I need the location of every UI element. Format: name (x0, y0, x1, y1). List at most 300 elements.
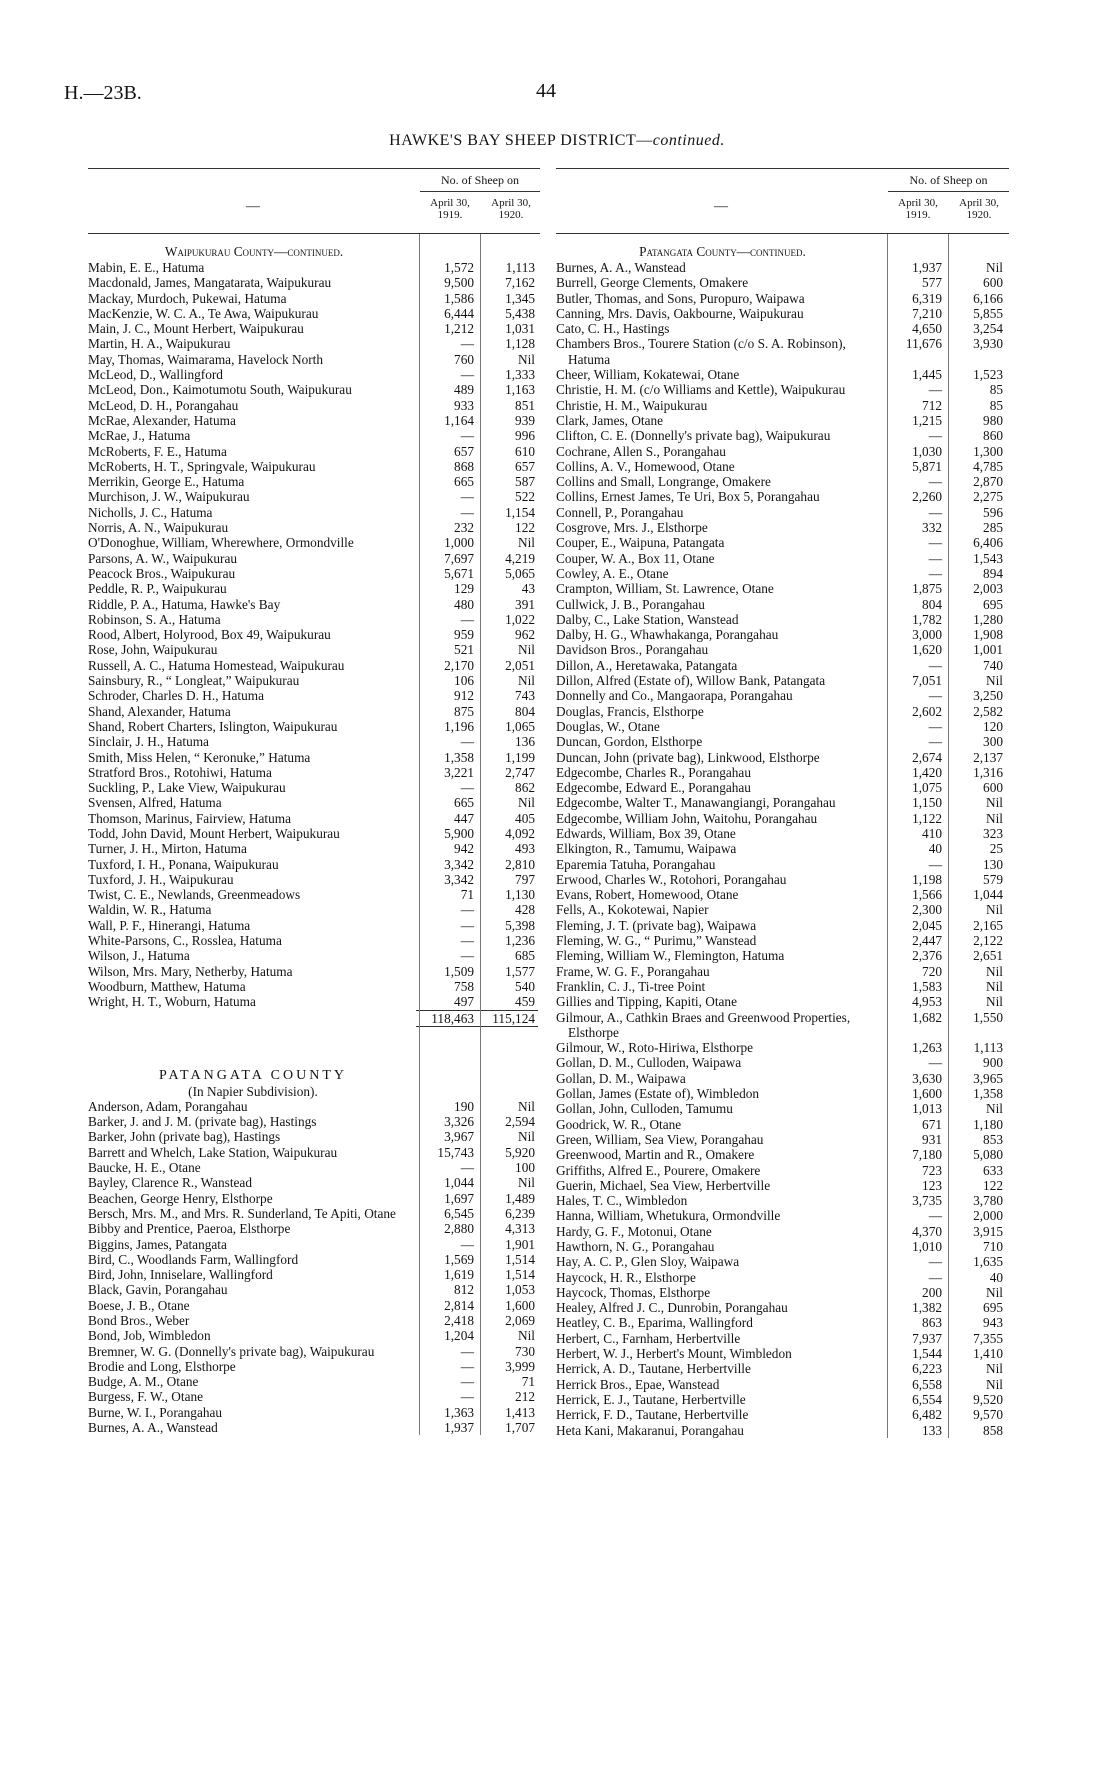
sheep-1919: 200 (922, 1284, 942, 1300)
sheep-1919: — (928, 1254, 942, 1270)
sheep-1919: 6,482 (912, 1407, 942, 1423)
sheep-1919: 3,735 (912, 1193, 942, 1209)
page-number: 44 (536, 80, 556, 102)
owner-name: Baucke, H. E., Otane (88, 1160, 201, 1176)
sheep-1920: 1,031 (505, 321, 535, 337)
sheep-1920: 122 (983, 1177, 1003, 1193)
table-row (556, 535, 1009, 550)
owner-name: Erwood, Charles W., Rotohori, Porangahau (556, 871, 787, 887)
table-row (556, 750, 1009, 765)
sheep-1920: 860 (983, 428, 1003, 444)
sheep-1920: 6,166 (973, 290, 1003, 306)
table-row (88, 581, 540, 596)
sheep-1919: 1,682 (912, 1009, 942, 1025)
owner-name: Bird, C., Woodlands Farm, Wallingford (88, 1251, 299, 1267)
owner-name: Wilson, Mrs. Mary, Netherby, Hatuma (88, 963, 293, 979)
owner-name: Herrick, A. D., Tautane, Herbertville (556, 1361, 751, 1377)
sheep-1919: — (460, 1374, 474, 1390)
sheep-1920: 3,915 (973, 1223, 1003, 1239)
owner-name: Herbert, C., Farnham, Herbertville (556, 1330, 741, 1346)
sheep-1919: 133 (922, 1422, 942, 1438)
section-heading: Waipukurau County—continued. (164, 244, 344, 259)
sheep-1920: 522 (515, 489, 535, 505)
sheep-1920: 853 (983, 1131, 1003, 1147)
owner-name: Haycock, Thomas, Elsthorpe (556, 1284, 711, 1300)
sheep-1919: 2,880 (444, 1221, 474, 1237)
sheep-1919: 933 (454, 397, 474, 413)
sheep-1920: Nil (986, 1361, 1003, 1377)
table-row (556, 612, 1009, 627)
owner-name: Burgess, F. W., Otane (88, 1389, 204, 1405)
owner-name: Hardy, G. F., Motonui, Otane (556, 1223, 712, 1239)
sheep-1920: 1,113 (973, 1040, 1003, 1056)
table-row (556, 887, 1009, 902)
owner-name: Bibby and Prentice, Paeroa, Elsthorpe (88, 1221, 291, 1237)
sheep-1920: 1,550 (973, 1009, 1003, 1025)
table-row (556, 444, 1009, 459)
owner-name: Couper, E., Waipuna, Patangata (556, 535, 725, 551)
sheep-1919: 931 (922, 1131, 942, 1147)
table-row (88, 352, 540, 367)
owner-name: Herrick Bros., Epae, Wanstead (556, 1376, 720, 1392)
sheep-1920: 1,333 (505, 367, 535, 383)
sheep-1919: 1,619 (444, 1267, 474, 1283)
owner-name: Goodrick, W. R., Otane (556, 1116, 682, 1132)
owner-name: Cheer, William, Kokatewai, Otane (556, 367, 740, 383)
owner-name: Main, J. C., Mount Herbert, Waipukurau (88, 321, 304, 337)
table-row (556, 627, 1009, 642)
table-row (88, 811, 540, 826)
table-row (88, 275, 540, 290)
sheep-1919: 1,196 (444, 718, 474, 734)
sheep-1920: 657 (515, 458, 535, 474)
table-row (88, 841, 540, 856)
owner-name: Tuxford, J. H., Waipukurau (88, 871, 234, 887)
table-row (88, 1129, 540, 1144)
table-row (88, 1160, 540, 1175)
owner-name: Martin, H. A., Waipukurau (88, 336, 231, 352)
sheep-1919: 11,676 (905, 336, 942, 352)
sheep-1920: 7,355 (973, 1330, 1003, 1346)
sheep-1920: Nil (518, 535, 535, 551)
sheep-1919: 1,420 (912, 764, 942, 780)
sheep-1920: 1,413 (505, 1404, 535, 1420)
table-row (88, 642, 540, 657)
table-row (88, 750, 540, 765)
table-row (88, 719, 540, 734)
sheep-1919: 1,122 (912, 810, 942, 826)
sheep-1920: 4,219 (505, 550, 535, 566)
owner-name: Barker, J. and J. M. (private bag), Hastings (88, 1114, 317, 1130)
owner-name: Gollan, James (Estate of), Wimbledon (556, 1086, 760, 1102)
table-row (556, 428, 1009, 443)
table-row (556, 1346, 1009, 1361)
year-1919-header: April 30, 1919. (430, 197, 470, 221)
owner-name: McLeod, D., Wallingford (88, 367, 223, 383)
sheep-1919: — (928, 688, 942, 704)
total-1919: 118,463 (416, 1010, 477, 1027)
owner-name: Burnes, A. A., Wanstead (556, 260, 686, 275)
sheep-1919: 1,358 (444, 749, 474, 765)
sheep-count-header: No. of Sheep on (441, 173, 519, 187)
owner-name: Rood, Albert, Holyrood, Box 49, Waipukurau (88, 627, 331, 643)
table-row (556, 1361, 1009, 1376)
sheep-1920: 1,577 (505, 963, 535, 979)
table-row (556, 765, 1009, 780)
sheep-1919: 665 (454, 795, 474, 811)
sheep-1920: Nil (986, 963, 1003, 979)
owner-name: Wright, H. T., Woburn, Hatuma (88, 994, 256, 1010)
sheep-1919: 760 (454, 351, 474, 367)
sheep-1919: 1,583 (912, 978, 942, 994)
table-row (556, 1147, 1009, 1162)
sheep-1920: 2,810 (505, 856, 535, 872)
sheep-1920: 1,130 (505, 887, 535, 903)
sheep-1920: 2,594 (505, 1114, 535, 1130)
sheep-1919: 3,342 (444, 856, 474, 872)
sheep-1920: 2,122 (973, 933, 1003, 949)
table-row (556, 872, 1009, 887)
sheep-1919: 2,814 (444, 1297, 474, 1313)
owner-name: Butler, Thomas, and Sons, Puropuro, Waipawa (556, 290, 805, 306)
sheep-1919: 912 (454, 688, 474, 704)
sheep-1919: 5,871 (912, 458, 942, 474)
table-row (88, 918, 540, 933)
sheep-1919: 1,569 (444, 1251, 474, 1267)
table-row (88, 1175, 540, 1190)
owner-name: Sinclair, J. H., Hatuma (88, 734, 209, 750)
table-row (88, 994, 540, 1009)
table-row (556, 321, 1009, 336)
sheep-count-header: No. of Sheep on (909, 173, 988, 187)
sheep-1920: 600 (983, 780, 1003, 796)
sheep-1919: 6,223 (912, 1361, 942, 1377)
owner-name: Collins and Small, Longrange, Omakere (556, 474, 771, 490)
table-row (88, 1099, 540, 1114)
table-row (556, 551, 1009, 566)
sheep-1919: 71 (460, 887, 474, 903)
sheep-1920: 5,438 (505, 305, 535, 321)
table-row (88, 933, 540, 948)
sheep-1919: 7,937 (912, 1330, 942, 1346)
sheep-1919: — (460, 933, 474, 949)
owner-name: Fells, A., Kokotewai, Napier (556, 902, 709, 918)
owner-name: Hales, T. C., Wimbledon (556, 1193, 688, 1209)
sheep-1920: 136 (515, 734, 535, 750)
sheep-1920: 1,901 (505, 1236, 535, 1252)
table-row (88, 1344, 540, 1359)
table-row (88, 948, 540, 963)
table-row (556, 1178, 1009, 1193)
sheep-1919: — (928, 550, 942, 566)
sheep-1920: Nil (986, 673, 1003, 689)
owner-name: May, Thomas, Waimarama, Havelock North (88, 351, 324, 367)
owner-name: Gollan, D. M., Waipawa (556, 1070, 686, 1086)
table-row (88, 780, 540, 795)
table-row (556, 994, 1009, 1009)
sheep-1920: 1,280 (973, 611, 1003, 627)
sheep-1919: 2,170 (444, 657, 474, 673)
owner-name: Macdonald, James, Mangatarata, Waipukurau (88, 275, 332, 291)
sheep-1919: — (460, 1160, 474, 1176)
sheep-1919: 3,967 (444, 1129, 474, 1145)
owner-name: Crampton, William, St. Lawrence, Otane (556, 581, 774, 597)
sheep-1920: 120 (983, 718, 1003, 734)
owner-name: Greenwood, Martin and R., Omakere (556, 1147, 755, 1163)
sheep-1920: Nil (986, 994, 1003, 1010)
table-row (88, 1282, 540, 1297)
sheep-1920: 2,069 (505, 1313, 535, 1328)
table-row (556, 260, 1009, 275)
table-row (88, 597, 540, 612)
sheep-1920: 596 (983, 504, 1003, 520)
owner-name: Edwards, William, Box 39, Otane (556, 825, 736, 841)
sheep-1919: 1,204 (444, 1328, 474, 1344)
sheep-1920: 1,180 (973, 1116, 1003, 1132)
sheep-1920: 6,239 (505, 1205, 535, 1221)
sheep-1919: — (928, 718, 942, 734)
sheep-1919: — (460, 948, 474, 964)
table-row (556, 1010, 1009, 1041)
table-row (88, 474, 540, 489)
total-1920: 115,124 (477, 1010, 538, 1027)
table-row (88, 704, 540, 719)
sheep-1920: 85 (989, 397, 1003, 413)
owner-name: Robinson, S. A., Hatuma (88, 611, 221, 627)
owner-name: Couper, W. A., Box 11, Otane (556, 550, 715, 566)
sheep-1920: 5,398 (505, 917, 535, 933)
owner-name: Cowley, A. E., Otane (556, 565, 669, 581)
sheep-1919: — (460, 428, 474, 444)
name-column-header: — (246, 199, 260, 214)
owner-name: MacKenzie, W. C. A., Te Awa, Waipukurau (88, 305, 319, 321)
sheep-1919: 40 (928, 841, 942, 857)
table-row (88, 826, 540, 841)
sheep-1920: 939 (515, 412, 535, 428)
sheep-1919: 3,000 (912, 627, 942, 643)
sheep-1919: — (928, 1208, 942, 1224)
sheep-1919: 577 (922, 275, 942, 291)
owner-name: Turner, J. H., Mirton, Hatuma (88, 841, 247, 857)
sheep-1920: 1,236 (505, 933, 535, 949)
sheep-1920: Nil (986, 902, 1003, 918)
sheep-1920: 1,113 (505, 260, 535, 275)
owner-name: Beachen, George Henry, Elsthorpe (88, 1190, 273, 1206)
sheep-1920: 695 (983, 596, 1003, 612)
sheep-1919: — (928, 1055, 942, 1071)
sheep-1920: 862 (515, 780, 535, 796)
table-row (556, 597, 1009, 612)
owner-name: Hawthorn, N. G., Porangahau (556, 1239, 715, 1254)
sheep-1920: 730 (515, 1343, 535, 1359)
sheep-1919: 959 (454, 627, 474, 643)
left-column-header (88, 169, 540, 234)
left-table-body (88, 234, 540, 1435)
owner-name: Dalby, C., Lake Station, Wanstead (556, 611, 739, 627)
table-row (556, 1254, 1009, 1269)
table-row (556, 734, 1009, 749)
owner-name: Collins, A. V., Homewood, Otane (556, 458, 735, 474)
table-row (556, 857, 1009, 872)
owner-name: Riddle, P. A., Hatuma, Hawke's Bay (88, 596, 281, 612)
sheep-1919: — (928, 657, 942, 673)
table-row (88, 444, 540, 459)
table-row (556, 505, 1009, 520)
sheep-1919: — (928, 734, 942, 750)
page-title-continued: continued. (652, 132, 725, 149)
table-row (88, 1237, 540, 1252)
sheep-1920: 2,003 (973, 581, 1003, 597)
sheep-1919: — (928, 565, 942, 581)
table-row (88, 382, 540, 397)
sheep-1919: 2,602 (912, 703, 942, 719)
owner-name: Heatley, C. B., Eparima, Wallingford (556, 1315, 753, 1331)
right-table-body (556, 234, 1009, 1438)
owner-name: Schroder, Charles D. H., Hatuma (88, 688, 264, 704)
table-row (556, 841, 1009, 856)
owner-name: McLeod, D. H., Porangahau (88, 397, 239, 413)
table-row (556, 1071, 1009, 1086)
table-row (556, 719, 1009, 734)
sheep-1919: 7,051 (912, 673, 942, 689)
owner-name: Shand, Alexander, Hatuma (88, 703, 231, 719)
sheep-1919: 2,376 (912, 948, 942, 964)
table-row (556, 398, 1009, 413)
owner-name: Shand, Robert Charters, Islington, Waipukurau (88, 718, 338, 734)
county-title: PATANGATA COUNTY (159, 1067, 347, 1083)
owner-name: Guerin, Michael, Sea View, Herbertville (556, 1177, 771, 1193)
sheep-1920: 71 (521, 1374, 535, 1390)
owner-name: Elkington, R., Tamumu, Waipawa (556, 841, 737, 857)
owner-name: Hanna, William, Whetukura, Ormondville (556, 1208, 781, 1224)
sheep-1919: 1,010 (912, 1239, 942, 1254)
sheep-1919: 1,013 (912, 1101, 942, 1117)
owner-name: Bersch, Mrs. M., and Mrs. R. Sunderland, Te Apiti, Otane (88, 1205, 396, 1221)
sheep-1920: 4,092 (505, 825, 535, 841)
table-row (88, 1420, 540, 1435)
sheep-1919: 863 (922, 1315, 942, 1331)
table-row (88, 306, 540, 321)
sheep-1920: 1,065 (505, 718, 535, 734)
owner-name: Barrett and Whelch, Lake Station, Waipukurau (88, 1144, 338, 1160)
owner-name: Gilmour, W., Roto-Hiriwa, Elsthorpe (556, 1040, 754, 1056)
name-column-header: — (714, 199, 728, 214)
sheep-1920: 5,065 (505, 565, 535, 581)
table-row (88, 489, 540, 504)
sheep-1919: 232 (454, 520, 474, 536)
table-row (556, 902, 1009, 917)
table-row (88, 520, 540, 535)
sheep-1919: 489 (454, 382, 474, 398)
owner-name: Duncan, Gordon, Elsthorpe (556, 734, 703, 750)
sheep-1919: — (460, 367, 474, 383)
owner-name: Burnes, A. A., Wanstead (88, 1420, 218, 1436)
sheep-1920: 5,080 (973, 1147, 1003, 1163)
total-row (88, 1010, 540, 1027)
sheep-1919: 6,444 (444, 305, 474, 321)
table-row (88, 505, 540, 520)
sheep-1919: — (928, 474, 942, 490)
sheep-1920: 2,582 (973, 703, 1003, 719)
table-row (88, 688, 540, 703)
table-row (556, 826, 1009, 841)
owner-name: Parsons, A. W., Waipukurau (88, 550, 238, 566)
owner-name: Edgecombe, Edward E., Porangahau (556, 780, 751, 796)
table-row (556, 658, 1009, 673)
owner-name: Merrikin, George E., Hatuma (88, 474, 245, 490)
owner-name: Cato, C. H., Hastings (556, 321, 670, 337)
sheep-1919: — (460, 917, 474, 933)
owner-name: Twist, C. E., Newlands, Greenmeadows (88, 887, 301, 903)
sheep-1920: 9,520 (973, 1391, 1003, 1407)
sheep-1920: 1,053 (505, 1282, 535, 1298)
owner-name: Christie, H. M. (c/o Williams and Kettle), Waipukurau (556, 382, 846, 398)
sheep-1919: — (460, 734, 474, 750)
sheep-1919: — (460, 336, 474, 352)
sheep-1919: 190 (454, 1098, 474, 1114)
table-row (88, 428, 540, 443)
owner-name: Duncan, John (private bag), Linkwood, Elsthorpe (556, 749, 820, 765)
owner-name: Gillies and Tipping, Kapiti, Otane (556, 994, 737, 1010)
sheep-1920: 391 (515, 596, 535, 612)
owner-name: Sainsbury, R., “ Longleat,” Waipukurau (88, 673, 300, 689)
table-row (88, 1298, 540, 1313)
sheep-1920: 943 (983, 1315, 1003, 1331)
owner-name: Biggins, James, Patangata (88, 1236, 227, 1252)
table-row (88, 551, 540, 566)
table-row (556, 948, 1009, 963)
owner-name: O'Donoghue, William, Wherewhere, Ormondville (88, 535, 354, 551)
owner-name: Herrick, F. D., Tautane, Herbertville (556, 1407, 749, 1423)
sheep-1919: 4,370 (912, 1223, 942, 1239)
sheep-1920: 85 (989, 382, 1003, 398)
table-row (88, 367, 540, 382)
owner-name: McRae, Alexander, Hatuma (88, 412, 236, 428)
owner-name: Edgecombe, William John, Waitohu, Porangahau (556, 810, 818, 826)
sheep-1920: Nil (986, 260, 1003, 275)
sheep-1920: 9,570 (973, 1407, 1003, 1423)
sheep-1920: 459 (515, 994, 535, 1010)
sheep-1920: 1,199 (505, 749, 535, 765)
owner-name: Peacock Bros., Waipukurau (88, 565, 236, 581)
sheep-1920: Nil (518, 642, 535, 658)
sheep-1919: 410 (922, 825, 942, 841)
sheep-1920: Nil (986, 795, 1003, 811)
table-row (556, 1101, 1009, 1116)
sheep-1919: 1,937 (444, 1420, 474, 1436)
table-row (556, 1055, 1009, 1070)
sheep-1920: 323 (983, 825, 1003, 841)
owner-name: Haycock, H. R., Elsthorpe (556, 1269, 696, 1285)
table-row (88, 321, 540, 336)
page-reference: H.—23B. (64, 82, 142, 104)
table-row (556, 1086, 1009, 1101)
sheep-1920: Nil (518, 673, 535, 689)
sheep-1920: 1,514 (505, 1251, 535, 1267)
owner-name: Eparemia Tatuha, Porangahau (556, 856, 716, 872)
owner-name: Edgecombe, Charles R., Porangahau (556, 764, 751, 780)
sheep-1920: 300 (983, 734, 1003, 750)
table-row (88, 336, 540, 351)
sheep-1919: 665 (454, 474, 474, 490)
sheep-1920: 587 (515, 474, 535, 490)
table-row (556, 1300, 1009, 1315)
table-row (556, 1407, 1009, 1422)
sheep-1920: 122 (515, 520, 535, 536)
sheep-1919: 3,342 (444, 871, 474, 887)
owner-name: Green, William, Sea View, Porangahau (556, 1131, 764, 1147)
owner-name: Nicholls, J. C., Hatuma (88, 504, 213, 520)
